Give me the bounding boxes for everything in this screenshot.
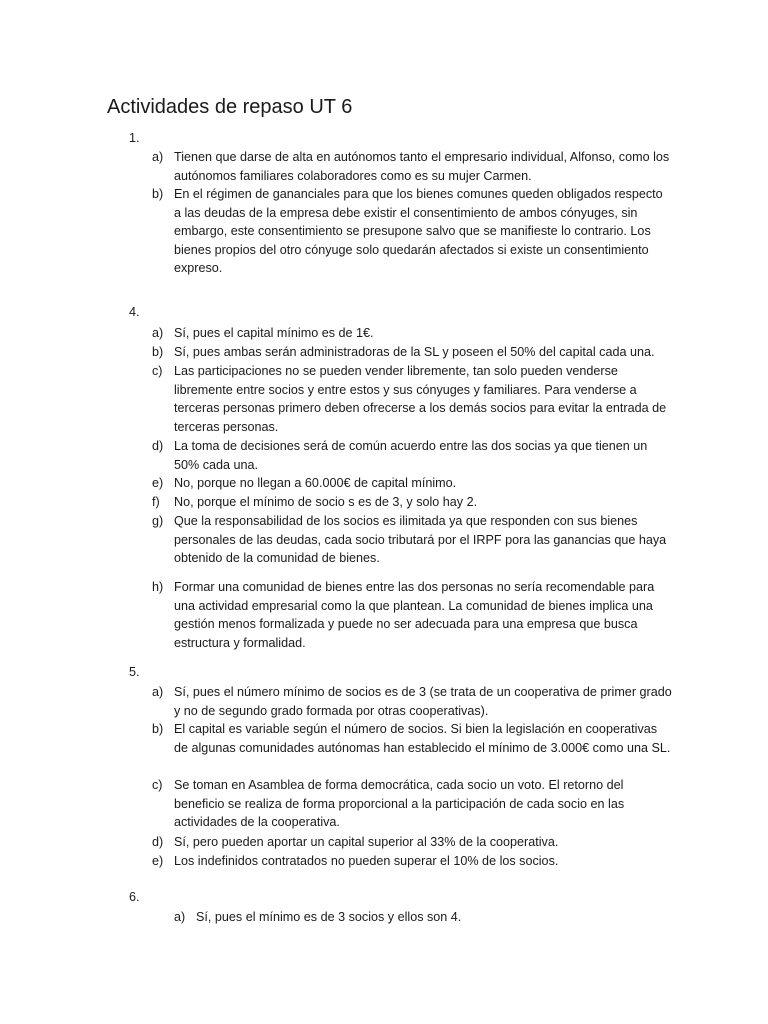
item-text: Se toman en Asamblea de forma democrática, cada socio un voto. El retorno del beneficio se realiza de forma proporcional a la participación de cada socio en las actividades de la cooperativa. (174, 778, 625, 830)
item-letter: h) (152, 580, 164, 594)
item-letter: d) (152, 439, 164, 453)
section-number-4: 4. (129, 305, 140, 319)
item-letter: b) (152, 187, 164, 201)
item-text: Sí, pues ambas serán administradoras de la SL y poseen el 50% del capital cada una. (174, 345, 655, 359)
item-letter: c) (152, 778, 163, 792)
list-item-4b (152, 343, 682, 362)
list-item-6a (174, 908, 674, 927)
item-text: El capital es variable según el número de socios. Si bien la legislación en cooperativas de algunas comunidades autónomas han establecido el mínimo de 3.000€ como una SL. (174, 722, 671, 755)
list-item-5d (152, 833, 672, 852)
section-number-6: 6. (129, 890, 140, 904)
list-item-4h (152, 578, 672, 652)
item-text: Formar una comunidad de bienes entre las dos personas no sería recomendable para una actividad empresarial como la que plantean. La comunidad de bienes implica una gestión menos formalizada y puede no ser adecuada para una empresa que busca estructura y formalidad. (174, 580, 655, 650)
list-item-5b (152, 720, 672, 757)
item-text: Que la responsabilidad de los socios es ilimitada ya que responden con sus bienes personales de las deudas, cada socio tributará por el IRPF pora las ganancias que haya obtenido de la comunidad de bienes. (174, 514, 667, 566)
item-letter: a) (174, 910, 186, 924)
item-text: En el régimen de gananciales para que los bienes comunes queden obligados respecto a las deudas de la empresa debe existir el consentimiento de ambos cónyuges, sin embargo, este consentimiento se presupone salvo que se manifieste lo contrario. Los bienes propios del otro cónyuge solo quedarán afectados si existe un consentimiento expreso. (174, 187, 663, 276)
list-item-4c (152, 362, 672, 436)
item-text: Tienen que darse de alta en autónomos tanto el empresario individual, Alfonso, como los autónomos familiares colaboradores como es su mujer Carmen. (174, 150, 670, 183)
item-letter: e) (152, 476, 164, 490)
item-letter: c) (152, 364, 163, 378)
item-text: Las participaciones no se pueden vender libremente, tan solo pueden venderse libremente entre socios y entre estos y sus cónyuges y familiares. Para venderse a terceras personas primero deben ofrecerse a los demás socios para evitar la entrada de terceras personas. (174, 364, 667, 434)
list-item-4g (152, 512, 672, 568)
item-letter: a) (152, 150, 164, 164)
item-text: Sí, pues el número mínimo de socios es de 3 (se trata de un cooperativa de primer grado y no de segundo grado formada por otras cooperativas). (174, 685, 672, 718)
item-text: No, porque no llegan a 60.000€ de capital mínimo. (174, 476, 457, 490)
item-text: Sí, pero pueden aportar un capital superior al 33% de la cooperativa. (174, 835, 559, 849)
item-text: Sí, pues el capital mínimo es de 1€. (174, 326, 374, 340)
section-number-1: 1. (129, 131, 140, 145)
item-letter: g) (152, 514, 164, 528)
item-letter: f) (152, 495, 160, 509)
item-letter: a) (152, 326, 164, 340)
list-item-4d (152, 437, 672, 474)
list-item-5c (152, 776, 672, 832)
list-item-5e (152, 852, 672, 871)
list-item-4a (152, 324, 672, 343)
section-number-5: 5. (129, 665, 140, 679)
item-text: Sí, pues el mínimo es de 3 socios y ellos son 4. (196, 910, 462, 924)
item-letter: b) (152, 345, 164, 359)
item-letter: b) (152, 722, 164, 736)
item-letter: a) (152, 685, 164, 699)
page-title: Actividades de repaso UT 6 (107, 96, 353, 118)
item-text: La toma de decisiones será de común acuerdo entre las dos socias ya que tienen un 50% cada una. (174, 439, 648, 472)
item-letter: e) (152, 854, 164, 868)
list-item-4f (152, 493, 672, 512)
item-text: Los indefinidos contratados no pueden superar el 10% de los socios. (174, 854, 559, 868)
item-text: No, porque el mínimo de socio s es de 3, y solo hay 2. (174, 495, 478, 509)
item-letter: d) (152, 835, 164, 849)
list-item-1b (152, 185, 672, 278)
list-item-4e (152, 474, 672, 493)
list-item-5a (152, 683, 672, 720)
list-item-1a (152, 148, 672, 185)
